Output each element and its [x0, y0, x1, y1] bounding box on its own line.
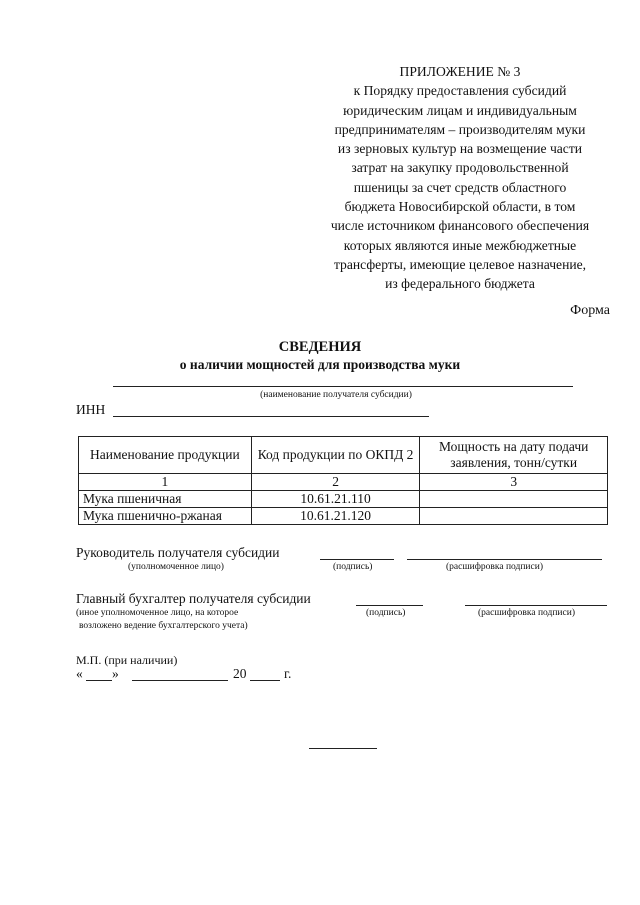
appendix-line: затрат на закупку продовольственной — [351, 160, 569, 176]
accountant-decode-line[interactable] — [465, 605, 607, 606]
column-number: 3 — [420, 474, 608, 491]
head-sub-caption: (уполномоченное лицо) — [128, 562, 224, 572]
table-header: Код продукции по ОКПД 2 — [251, 437, 420, 474]
appendix-line: ПРИЛОЖЕНИЕ № 3 — [399, 64, 521, 79]
product-code: 10.61.21.110 — [251, 491, 420, 508]
appendix-line: пшеницы за счет средств областного — [353, 179, 567, 195]
table-row — [79, 508, 608, 525]
head-decode-caption: (расшифровка подписи) — [446, 562, 543, 572]
appendix-header — [300, 62, 620, 294]
accountant-label: Главный бухгалтер получателя субсидии — [76, 591, 311, 606]
date-year-prefix: 20 — [233, 666, 247, 681]
document-title: СВЕДЕНИЯ — [278, 339, 362, 355]
product-name: Мука пшенично-ржаная — [79, 508, 252, 525]
head-label: Руководитель получателя субсидии — [76, 545, 280, 560]
appendix-line: предпринимателям – производителям муки — [334, 121, 586, 137]
date-open-quote: « — [76, 666, 83, 681]
document-subtitle: о наличии мощностей для производства муки — [179, 357, 461, 372]
accountant-decode-caption: (расшифровка подписи) — [478, 608, 575, 618]
table-row — [79, 491, 608, 508]
table-header: Мощность на дату подачи заявления, тонн/сутки — [420, 437, 608, 474]
table-number-row — [79, 474, 608, 491]
capacity-table — [78, 436, 608, 525]
appendix-line: которых являются иные межбюджетные — [343, 237, 577, 253]
capacity-cell[interactable] — [420, 491, 608, 508]
recipient-caption: (наименование получателя субсидии) — [260, 390, 412, 400]
date-close-quote: » — [112, 666, 119, 681]
bottom-separator — [309, 748, 377, 749]
table-header: Наименование продукции — [79, 437, 252, 474]
accountant-sub-caption: возложено ведение бухгалтерского учета) — [79, 621, 248, 631]
accountant-signature-caption: (подпись) — [366, 608, 406, 618]
capacity-cell[interactable] — [420, 508, 608, 525]
head-decode-line[interactable] — [407, 559, 602, 560]
date-year-suffix: г. — [284, 666, 292, 681]
product-name: Мука пшеничная — [79, 491, 252, 508]
appendix-line: бюджета Новосибирской области, в том — [344, 199, 576, 215]
stamp-label: М.П. (при наличии) — [76, 653, 178, 667]
appendix-line: трансферты, имеющие целевое назначение, — [333, 256, 587, 272]
date-year-line[interactable] — [250, 680, 280, 681]
appendix-line: числе источником финансового обеспечения — [330, 218, 590, 234]
accountant-signature-line[interactable] — [356, 605, 423, 606]
recipient-name-line[interactable] — [113, 386, 573, 387]
appendix-line: из зерновых культур на возмещение части — [337, 141, 583, 157]
head-signature-caption: (подпись) — [333, 562, 373, 572]
table-header-row — [79, 437, 608, 474]
accountant-sub-caption: (иное уполномоченное лицо, на которое — [76, 608, 239, 618]
inn-line[interactable] — [113, 416, 429, 417]
appendix-line: из федерального бюджета — [385, 276, 535, 292]
column-number: 2 — [251, 474, 420, 491]
date-day-line[interactable] — [86, 680, 112, 681]
column-number: 1 — [79, 474, 252, 491]
appendix-line: к Порядку предоставления субсидий — [353, 83, 567, 99]
date-month-line[interactable] — [132, 680, 228, 681]
form-label: Форма — [570, 303, 610, 318]
head-signature-line[interactable] — [320, 559, 394, 560]
inn-label: ИНН — [76, 402, 106, 417]
product-code: 10.61.21.120 — [251, 508, 420, 525]
appendix-line: юридическим лицам и индивидуальным — [343, 102, 577, 118]
